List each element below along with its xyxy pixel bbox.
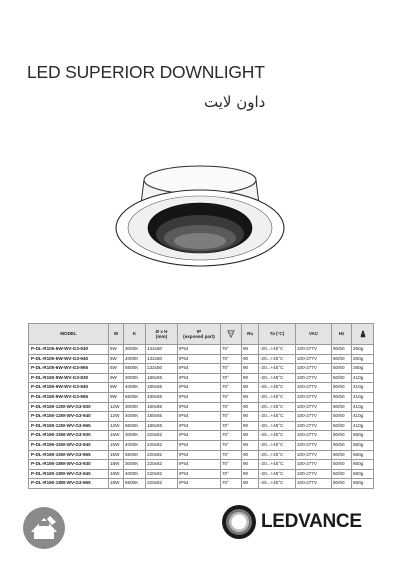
table-cell: IP54 — [178, 354, 221, 364]
table-cell: 50/60 — [332, 469, 352, 479]
model-cell: P-DL-R105-6W-WV-G3-930 — [29, 345, 109, 355]
table-cell: 90 — [242, 450, 259, 460]
table-cell: 90 — [242, 412, 259, 422]
header-cell — [178, 324, 221, 345]
table-cell: 50/60 — [332, 383, 352, 393]
model-cell: P-DL-R190-18W-WV-G3-965 — [29, 479, 109, 489]
table-cell: 50/60 — [332, 460, 352, 470]
table-cell: 660g — [352, 450, 374, 460]
table-cell: 70° — [221, 373, 242, 383]
table-cell: IP54 — [178, 479, 221, 489]
table-cell: 50/60 — [332, 373, 352, 383]
table-cell: 90 — [242, 383, 259, 393]
table-cell: 90 — [242, 460, 259, 470]
table-cell: 6500K — [124, 421, 146, 431]
table-cell: 180x65 — [146, 421, 178, 431]
table-cell: 3000K — [124, 402, 146, 412]
table-cell: 18W — [109, 469, 124, 479]
table-cell: 90 — [242, 479, 259, 489]
spec-table-body — [29, 345, 374, 489]
table-cell: 180x65 — [146, 392, 178, 402]
table-cell: IP54 — [178, 364, 221, 374]
table-cell: -20...+45°C — [259, 460, 296, 470]
brand-name: LEDVANCE — [261, 511, 362, 532]
header-label: K — [132, 331, 137, 337]
model-cell: P-DL-R190-15W-WV-G3-930 — [29, 431, 109, 441]
table-cell: 70° — [221, 421, 242, 431]
spec-table — [28, 323, 374, 489]
table-row — [29, 412, 374, 422]
table-cell: 50/60 — [332, 364, 352, 374]
table-cell: 90 — [242, 392, 259, 402]
table-cell: 4000K — [124, 412, 146, 422]
table-cell: 90 — [242, 364, 259, 374]
table-cell: IP54 — [178, 412, 221, 422]
table-cell: 50/60 — [332, 412, 352, 422]
model-cell: P-DL-R190-15W-WV-G3-940 — [29, 440, 109, 450]
table-cell: 70° — [221, 354, 242, 364]
table-row — [29, 383, 374, 393]
table-cell: 410g — [352, 402, 374, 412]
table-cell: 70° — [221, 364, 242, 374]
table-cell: 70° — [221, 402, 242, 412]
table-row — [29, 345, 374, 355]
table-row — [29, 421, 374, 431]
table-cell: 260g — [352, 345, 374, 355]
table-cell: 4000K — [124, 383, 146, 393]
model-cell: P-DL-R150-12W-WV-G3-965 — [29, 421, 109, 431]
table-cell: 50/60 — [332, 431, 352, 441]
header-cell — [124, 324, 146, 345]
header-cell — [221, 324, 242, 345]
table-cell: -20...+45°C — [259, 421, 296, 431]
table-cell: 180x65 — [146, 383, 178, 393]
model-cell: P-DL-R105-6W-WV-G3-965 — [29, 364, 109, 374]
table-cell: IP54 — [178, 431, 221, 441]
model-cell: P-DL-R190-18W-WV-G3-930 — [29, 460, 109, 470]
table-cell: 90 — [242, 440, 259, 450]
table-cell: 12W — [109, 412, 124, 422]
table-cell: 3000K — [124, 345, 146, 355]
table-cell: -20...+45°C — [259, 392, 296, 402]
table-cell: 410g — [352, 392, 374, 402]
table-cell: 70° — [221, 440, 242, 450]
header-label: Ø x H (mm) — [155, 328, 168, 339]
table-cell: -20...+45°C — [259, 354, 296, 364]
table-cell: -20...+45°C — [259, 402, 296, 412]
table-cell: IP54 — [178, 383, 221, 393]
model-cell: P-DL-R150-9W-WV-G3-965 — [29, 392, 109, 402]
table-cell: 100-277V — [296, 479, 332, 489]
weight-icon — [359, 330, 367, 338]
table-cell: 6500K — [124, 479, 146, 489]
table-cell: 100-277V — [296, 354, 332, 364]
header-label: W — [113, 331, 119, 337]
table-cell: -20...+45°C — [259, 412, 296, 422]
header-label: MODEL — [60, 331, 77, 337]
table-cell: 4000K — [124, 469, 146, 479]
installation-service-icon — [22, 506, 66, 550]
table-cell: 660g — [352, 460, 374, 470]
header-cell — [242, 324, 259, 345]
model-cell: P-DL-R150-12W-WV-G3-940 — [29, 412, 109, 422]
table-cell: IP54 — [178, 440, 221, 450]
table-row — [29, 460, 374, 470]
table-cell: 4000K — [124, 354, 146, 364]
table-cell: 70° — [221, 431, 242, 441]
table-cell: 100-277V — [296, 392, 332, 402]
table-cell: 6W — [109, 345, 124, 355]
table-cell: 220x82 — [146, 431, 178, 441]
table-cell: 660g — [352, 431, 374, 441]
table-cell: 100-277V — [296, 373, 332, 383]
table-cell: 220x82 — [146, 479, 178, 489]
beam-angle-icon — [227, 330, 235, 338]
table-cell: 260g — [352, 354, 374, 364]
table-cell: 90 — [242, 431, 259, 441]
model-cell: P-DL-R150-12W-WV-G3-930 — [29, 402, 109, 412]
header-label: Ta (°C) — [269, 331, 285, 337]
table-cell: 6W — [109, 364, 124, 374]
table-cell: 100-277V — [296, 402, 332, 412]
table-cell: 15W — [109, 440, 124, 450]
table-cell: IP54 — [178, 402, 221, 412]
model-cell: P-DL-R150-9W-WV-G3-940 — [29, 383, 109, 393]
table-cell: -20...+45°C — [259, 373, 296, 383]
table-cell: 132x50 — [146, 364, 178, 374]
table-cell: 3000K — [124, 431, 146, 441]
table-row — [29, 392, 374, 402]
table-cell: -20...+45°C — [259, 383, 296, 393]
table-cell: 70° — [221, 479, 242, 489]
model-cell: P-DL-R190-15W-WV-G3-965 — [29, 450, 109, 460]
header-row — [29, 324, 374, 345]
table-cell: 100-277V — [296, 412, 332, 422]
table-cell: 9W — [109, 383, 124, 393]
table-cell: IP54 — [178, 460, 221, 470]
table-cell: 100-277V — [296, 421, 332, 431]
table-cell: IP54 — [178, 469, 221, 479]
table-cell: 50/60 — [332, 345, 352, 355]
table-cell: 3000K — [124, 460, 146, 470]
table-cell: 220x82 — [146, 469, 178, 479]
table-cell: 90 — [242, 373, 259, 383]
table-row — [29, 354, 374, 364]
table-cell: 12W — [109, 402, 124, 412]
table-cell: 410g — [352, 421, 374, 431]
table-cell: 180x65 — [146, 373, 178, 383]
table-cell: 180x65 — [146, 402, 178, 412]
table-cell: IP54 — [178, 421, 221, 431]
table-row — [29, 479, 374, 489]
header-label: Hz — [338, 331, 345, 337]
header-label: Ra — [247, 331, 253, 337]
table-cell: 220x82 — [146, 460, 178, 470]
table-row — [29, 469, 374, 479]
table-cell: 70° — [221, 469, 242, 479]
ledvance-logo-icon — [221, 504, 257, 540]
table-cell: 70° — [221, 383, 242, 393]
model-cell: P-DL-R105-6W-WV-G3-940 — [29, 354, 109, 364]
table-cell: 6500K — [124, 364, 146, 374]
table-cell: 50/60 — [332, 479, 352, 489]
table-cell: IP54 — [178, 373, 221, 383]
table-cell: 6W — [109, 354, 124, 364]
table-cell: 3000K — [124, 373, 146, 383]
table-cell: 50/60 — [332, 440, 352, 450]
table-cell: 100-277V — [296, 440, 332, 450]
table-cell: IP54 — [178, 345, 221, 355]
table-cell: 90 — [242, 469, 259, 479]
table-cell: -20...+45°C — [259, 450, 296, 460]
table-cell: 132x50 — [146, 345, 178, 355]
table-row — [29, 402, 374, 412]
header-cell — [352, 324, 374, 345]
table-cell: 70° — [221, 412, 242, 422]
table-cell: 70° — [221, 450, 242, 460]
table-cell: 90 — [242, 402, 259, 412]
table-cell: 50/60 — [332, 450, 352, 460]
table-cell: 15W — [109, 431, 124, 441]
table-cell: 18W — [109, 479, 124, 489]
table-cell: 100-277V — [296, 345, 332, 355]
table-cell: 50/60 — [332, 354, 352, 364]
table-cell: 12W — [109, 421, 124, 431]
table-cell: -20...+45°C — [259, 364, 296, 374]
table-cell: IP54 — [178, 392, 221, 402]
table-cell: 410g — [352, 373, 374, 383]
table-cell: 660g — [352, 469, 374, 479]
table-cell: 90 — [242, 345, 259, 355]
table-cell: 70° — [221, 392, 242, 402]
header-cell — [109, 324, 124, 345]
table-cell: 18W — [109, 460, 124, 470]
table-cell: 100-277V — [296, 364, 332, 374]
table-cell: 6500K — [124, 450, 146, 460]
table-cell: 660g — [352, 479, 374, 489]
table-cell: 50/60 — [332, 421, 352, 431]
header-label: VAC — [308, 331, 319, 337]
table-cell: 90 — [242, 354, 259, 364]
table-cell: 15W — [109, 450, 124, 460]
table-cell: 100-277V — [296, 383, 332, 393]
table-cell: 220x82 — [146, 450, 178, 460]
table-cell: 100-277V — [296, 450, 332, 460]
table-cell: 9W — [109, 373, 124, 383]
table-row — [29, 431, 374, 441]
table-cell: IP54 — [178, 450, 221, 460]
table-row — [29, 450, 374, 460]
model-cell: P-DL-R150-9W-WV-G3-930 — [29, 373, 109, 383]
table-cell: 100-277V — [296, 469, 332, 479]
table-cell: 410g — [352, 412, 374, 422]
table-cell: -20...+45°C — [259, 440, 296, 450]
header-cell — [296, 324, 332, 345]
table-cell: 180x65 — [146, 412, 178, 422]
table-cell: -20...+45°C — [259, 469, 296, 479]
header-label: IP (exposed part) — [183, 328, 215, 339]
table-cell: 660g — [352, 440, 374, 450]
table-cell: 9W — [109, 392, 124, 402]
header-cell — [146, 324, 178, 345]
table-cell: 410g — [352, 383, 374, 393]
model-cell: P-DL-R190-18W-WV-G3-940 — [29, 469, 109, 479]
spec-table-header — [29, 324, 374, 345]
table-cell: 70° — [221, 345, 242, 355]
page-subtitle: داون لايت — [204, 93, 266, 111]
table-cell: 260g — [352, 364, 374, 374]
brand — [221, 504, 381, 540]
table-cell: 100-277V — [296, 460, 332, 470]
table-cell: 4000K — [124, 440, 146, 450]
header-cell — [332, 324, 352, 345]
table-cell: 50/60 — [332, 392, 352, 402]
header-cell — [259, 324, 296, 345]
table-cell: 6500K — [124, 392, 146, 402]
header-cell — [29, 324, 109, 345]
table-cell: 100-277V — [296, 431, 332, 441]
table-cell: -20...+45°C — [259, 345, 296, 355]
table-cell: 220x82 — [146, 440, 178, 450]
table-row — [29, 373, 374, 383]
table-row — [29, 440, 374, 450]
table-cell: -20...+45°C — [259, 431, 296, 441]
table-cell: 132x50 — [146, 354, 178, 364]
page-title: LED SUPERIOR DOWNLIGHT — [27, 62, 265, 82]
table-cell: -20...+45°C — [259, 479, 296, 489]
table-cell: 50/60 — [332, 402, 352, 412]
table-row — [29, 364, 374, 374]
table-cell: 90 — [242, 421, 259, 431]
downlight-product-icon — [100, 148, 300, 270]
table-cell: 70° — [221, 460, 242, 470]
